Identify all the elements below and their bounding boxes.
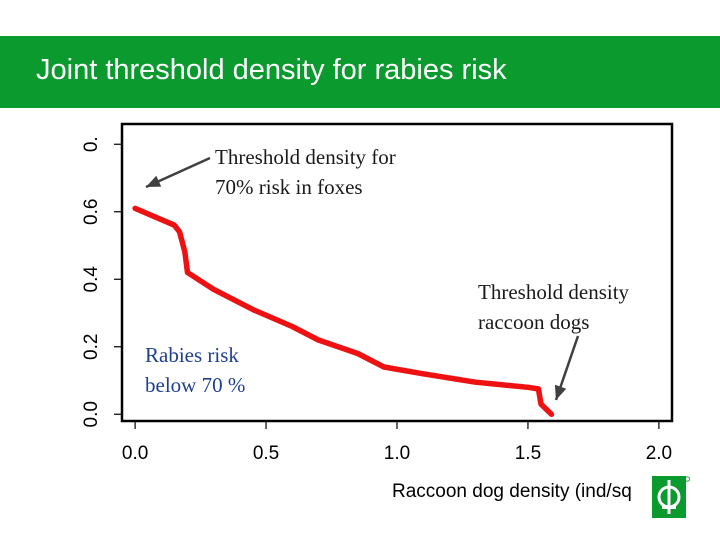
fox-annotation-line-2: 70% risk in foxes — [215, 175, 363, 199]
x-tick-label: 0.0 — [121, 443, 149, 464]
logo-icon — [652, 476, 690, 518]
below-annotation-line-1: Rabies risk — [145, 343, 239, 367]
raccoon-annotation-line-2: raccoon dogs — [478, 310, 590, 334]
fox-annotation-line-1: Threshold density for — [215, 145, 396, 169]
x-tick-label: 2.0 — [645, 443, 673, 464]
y-tick-labels — [81, 136, 102, 427]
x-tick-labels — [122, 443, 672, 464]
raccoon-annotation-line-1: Threshold density — [478, 280, 630, 304]
raccoon-arrow-head — [555, 385, 566, 400]
x-tick-label: 1.0 — [383, 443, 411, 464]
x-tick-label: 0.5 — [252, 443, 280, 464]
x-tick-label: 1.5 — [514, 443, 542, 464]
annotations — [145, 145, 630, 397]
slide-title: Joint threshold density for rabies risk — [36, 54, 507, 86]
y-tick-label: 0.4 — [81, 266, 102, 293]
y-tick-label: 0.2 — [81, 333, 102, 360]
y-tick-label: 0. — [81, 136, 102, 153]
y-tick-label: 0.6 — [81, 198, 102, 225]
below-annotation-line-2: below 70 % — [145, 373, 246, 397]
y-tick-label: 0.0 — [81, 401, 102, 428]
x-axis-label: Raccoon dog density (ind/sq — [392, 481, 632, 502]
